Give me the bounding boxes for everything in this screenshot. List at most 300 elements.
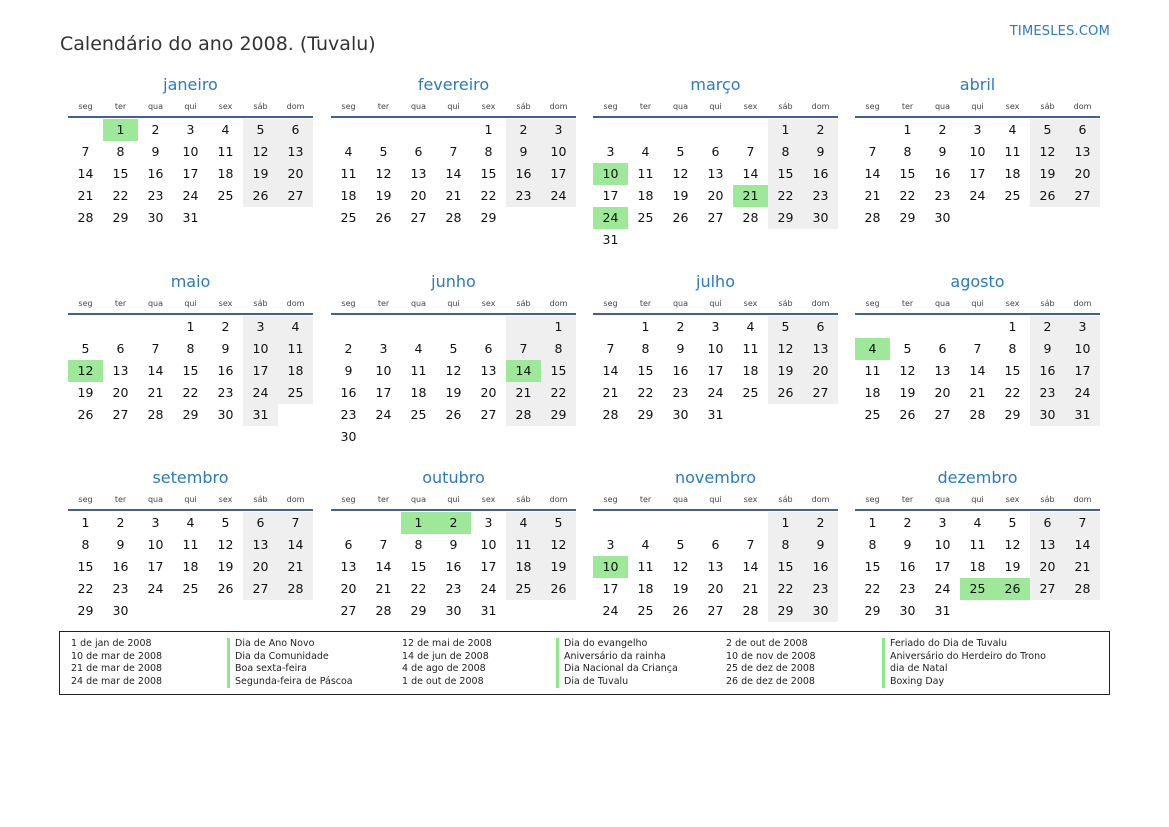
empty-cell — [698, 512, 733, 534]
day-cell: 23 — [672, 385, 689, 400]
empty-cell — [278, 207, 313, 229]
weekday-label: ter — [114, 495, 127, 504]
day-cell: 10 — [147, 537, 164, 552]
legend-holiday-name: Dia do evangelho — [556, 638, 678, 651]
day-cell: 27 — [243, 578, 278, 600]
day-cell: 11 — [1004, 144, 1021, 159]
day-cell: 2 — [1030, 316, 1065, 338]
day-cell: 19 — [375, 188, 392, 203]
day-cell: 29 — [480, 210, 497, 225]
day-cell: 12 — [768, 338, 803, 360]
legend-name-column — [882, 638, 1046, 688]
day-cell: 13 — [707, 559, 724, 574]
weekday-label: sex — [218, 299, 233, 308]
weekday-label: sex — [1005, 102, 1020, 111]
weekday-label: qua — [672, 495, 689, 504]
day-cell: 12 — [375, 166, 392, 181]
day-cell: 8 — [768, 141, 803, 163]
day-cell: 8 — [868, 537, 877, 552]
day-cell: 11 — [340, 166, 357, 181]
empty-cell — [960, 600, 995, 622]
day-cell: 7 — [81, 144, 90, 159]
day-cell: 9 — [903, 537, 912, 552]
day-cell: 25 — [742, 385, 759, 400]
weekday-header — [68, 97, 313, 116]
day-cell: 13 — [934, 363, 951, 378]
day-cell: 12 — [899, 363, 916, 378]
day-cell: 30 — [147, 210, 164, 225]
day-cell: 27 — [112, 407, 129, 422]
empty-cell — [1065, 600, 1100, 622]
day-cell: 19 — [217, 559, 234, 574]
day-cell: 14 — [278, 534, 313, 556]
day-cell: 10 — [541, 141, 576, 163]
day-cell: 31 — [934, 603, 951, 618]
month-março — [593, 74, 838, 251]
day-cell: 6 — [711, 537, 720, 552]
day-cell: 30 — [934, 210, 951, 225]
weekday-label: dom — [286, 299, 305, 308]
day-cell: 10 — [375, 363, 392, 378]
day-cell: 1 — [186, 319, 195, 334]
day-cell: 2 — [903, 515, 912, 530]
empty-cell — [1030, 207, 1065, 229]
day-cell: 6 — [484, 341, 493, 356]
day-cell: 4 — [746, 319, 755, 334]
day-cell: 15 — [768, 556, 803, 578]
day-cell: 24 — [934, 581, 951, 596]
day-cell: 3 — [938, 515, 947, 530]
weekday-label: qua — [147, 102, 164, 111]
weekday-label: qua — [410, 102, 427, 111]
day-cell: 17 — [707, 363, 724, 378]
legend-date: 10 de mar de 2008 — [71, 650, 163, 662]
day-cell: 3 — [973, 122, 982, 137]
month-agosto — [855, 271, 1100, 426]
day-cell: 2 — [344, 341, 353, 356]
weekday-label: qui — [184, 102, 197, 111]
day-cell: 30 — [899, 603, 916, 618]
day-cell: 18 — [217, 166, 234, 181]
day-cell: 5 — [903, 341, 912, 356]
empty-cell — [68, 316, 103, 338]
empty-cell — [138, 600, 173, 622]
day-cell: 8 — [641, 341, 650, 356]
day-cell: 13 — [410, 166, 427, 181]
empty-cell — [733, 404, 768, 426]
weekday-label: qua — [410, 495, 427, 504]
day-cell: 21 — [506, 382, 541, 404]
day-cell: 19 — [445, 385, 462, 400]
legend-holiday-name: Dia de Tuvalu — [556, 676, 678, 689]
day-cell: 17 — [243, 360, 278, 382]
legend-holiday-name: Dia da Comunidade — [227, 651, 353, 664]
month-name: novembro — [675, 468, 756, 487]
empty-cell — [506, 600, 541, 622]
day-cell: 3 — [606, 537, 615, 552]
day-cell: 19 — [541, 556, 576, 578]
empty-cell — [663, 119, 698, 141]
weekday-label: qui — [971, 102, 984, 111]
day-cell: 5 — [676, 537, 685, 552]
day-cell: 5 — [243, 119, 278, 141]
legend-date: 25 de dez de 2008 — [726, 663, 815, 674]
day-cell: 23 — [934, 188, 951, 203]
day-cell: 21 — [602, 385, 619, 400]
day-cell: 4 — [186, 515, 195, 530]
holiday-day: 1 — [103, 119, 138, 141]
day-cell: 22 — [768, 185, 803, 207]
day-cell: 9 — [1030, 338, 1065, 360]
day-cell: 21 — [77, 188, 94, 203]
day-cell: 16 — [1030, 360, 1065, 382]
day-cell: 11 — [637, 559, 654, 574]
day-cell: 21 — [1065, 556, 1100, 578]
day-cell: 14 — [1065, 534, 1100, 556]
day-cell: 13 — [1030, 534, 1065, 556]
day-cell: 1 — [541, 316, 576, 338]
day-cell: 9 — [803, 534, 838, 556]
day-cell: 23 — [112, 581, 129, 596]
day-cell: 25 — [340, 210, 357, 225]
day-cell: 2 — [803, 119, 838, 141]
day-cell: 26 — [243, 185, 278, 207]
day-cell: 13 — [1065, 141, 1100, 163]
weekday-label: sex — [1005, 299, 1020, 308]
day-cell: 18 — [742, 363, 759, 378]
weekday-label: ter — [639, 299, 652, 308]
day-cell: 7 — [449, 144, 458, 159]
day-cell: 6 — [1030, 512, 1065, 534]
day-cell: 2 — [221, 319, 230, 334]
day-cell: 4 — [414, 341, 423, 356]
day-cell: 3 — [484, 515, 493, 530]
weekday-header — [855, 294, 1100, 313]
day-cell: 15 — [182, 363, 199, 378]
weekday-label: qui — [447, 299, 460, 308]
empty-cell — [733, 512, 768, 534]
day-cell: 16 — [803, 163, 838, 185]
day-cell: 24 — [707, 385, 724, 400]
day-cell: 24 — [1065, 382, 1100, 404]
day-cell: 31 — [707, 407, 724, 422]
day-cell: 14 — [864, 166, 881, 181]
day-cell: 13 — [112, 363, 129, 378]
empty-cell — [68, 119, 103, 141]
day-cell: 12 — [672, 166, 689, 181]
empty-cell — [698, 229, 733, 251]
empty-cell — [401, 426, 436, 448]
day-cell: 1 — [768, 119, 803, 141]
legend-date: 10 de nov de 2008 — [726, 650, 816, 662]
month-julho — [593, 271, 838, 426]
holiday-day: 24 — [593, 207, 628, 229]
weekday-header — [331, 490, 576, 509]
weekday-label: dom — [549, 299, 568, 308]
legend-name-column — [227, 638, 353, 688]
day-cell: 29 — [899, 210, 916, 225]
empty-cell — [103, 316, 138, 338]
month-name: abril — [959, 75, 996, 94]
day-cell: 9 — [151, 144, 160, 159]
empty-cell — [208, 207, 243, 229]
day-cell: 2 — [116, 515, 125, 530]
day-cell: 19 — [243, 163, 278, 185]
day-cell: 28 — [77, 210, 94, 225]
weekday-label: seg — [78, 495, 93, 504]
month-name: fevereiro — [417, 75, 490, 94]
day-cell: 4 — [506, 512, 541, 534]
month-name: maio — [170, 272, 211, 291]
legend-holiday-name: Boxing Day — [882, 676, 1046, 689]
empty-cell — [1065, 207, 1100, 229]
empty-cell — [366, 119, 401, 141]
day-cell: 5 — [81, 341, 90, 356]
day-cell: 30 — [112, 603, 129, 618]
weekday-label: qua — [672, 102, 689, 111]
day-cell: 27 — [1030, 578, 1065, 600]
day-cell: 13 — [278, 141, 313, 163]
weekday-label: sáb — [778, 102, 793, 111]
day-cell: 22 — [410, 581, 427, 596]
day-cell: 17 — [602, 581, 619, 596]
header-rule — [68, 116, 313, 118]
day-cell: 19 — [672, 188, 689, 203]
weekday-label: qui — [447, 495, 460, 504]
month-dezembro — [855, 467, 1100, 622]
weekday-label: dom — [549, 102, 568, 111]
legend-holiday-name: Boa sexta-feira — [227, 663, 353, 676]
legend-holiday-name: Feriado do Dia de Tuvalu — [882, 638, 1046, 651]
day-cell: 22 — [77, 581, 94, 596]
day-cell: 28 — [147, 407, 164, 422]
legend-date-column — [726, 638, 816, 688]
month-name: setembro — [152, 468, 229, 487]
day-cell: 7 — [278, 512, 313, 534]
weekday-label: seg — [603, 102, 618, 111]
day-cell: 24 — [243, 382, 278, 404]
day-grid — [331, 316, 576, 448]
day-cell: 4 — [221, 122, 230, 137]
day-cell: 12 — [672, 559, 689, 574]
header-rule — [68, 313, 313, 315]
weekday-label: sáb — [253, 299, 268, 308]
weekday-label: ter — [377, 495, 390, 504]
weekday-label: sex — [743, 495, 758, 504]
header-rule — [331, 313, 576, 315]
header-rule — [855, 509, 1100, 511]
day-cell: 7 — [868, 144, 877, 159]
day-cell: 28 — [445, 210, 462, 225]
day-cell: 29 — [637, 407, 654, 422]
weekday-label: qui — [971, 495, 984, 504]
day-cell: 9 — [506, 141, 541, 163]
day-cell: 4 — [278, 316, 313, 338]
site-link[interactable]: TIMESLES.COM — [1009, 24, 1110, 39]
weekday-label: sáb — [1040, 102, 1055, 111]
day-cell: 22 — [768, 578, 803, 600]
day-cell: 22 — [480, 188, 497, 203]
day-cell: 25 — [637, 210, 654, 225]
weekday-label: sáb — [253, 102, 268, 111]
empty-cell — [436, 426, 471, 448]
empty-cell — [436, 119, 471, 141]
weekday-label: seg — [78, 102, 93, 111]
day-cell: 9 — [676, 341, 685, 356]
day-grid — [331, 512, 576, 622]
day-cell: 14 — [77, 166, 94, 181]
day-cell: 27 — [1065, 185, 1100, 207]
empty-cell — [506, 316, 541, 338]
weekday-label: dom — [286, 102, 305, 111]
empty-cell — [541, 207, 576, 229]
day-grid — [855, 119, 1100, 229]
legend-date: 21 de mar de 2008 — [71, 663, 163, 674]
day-cell: 19 — [1004, 559, 1021, 574]
day-cell: 10 — [934, 537, 951, 552]
day-cell: 5 — [768, 316, 803, 338]
day-cell: 7 — [379, 537, 388, 552]
day-cell: 1 — [903, 122, 912, 137]
day-cell: 29 — [541, 404, 576, 426]
day-cell: 7 — [746, 144, 755, 159]
day-cell: 29 — [77, 603, 94, 618]
empty-cell — [663, 512, 698, 534]
empty-cell — [541, 600, 576, 622]
day-cell: 10 — [1065, 338, 1100, 360]
weekday-label: qua — [934, 299, 951, 308]
day-cell: 16 — [803, 556, 838, 578]
empty-cell — [541, 426, 576, 448]
day-cell: 12 — [1030, 141, 1065, 163]
weekday-header — [68, 294, 313, 313]
day-cell: 29 — [182, 407, 199, 422]
empty-cell — [471, 426, 506, 448]
legend-holiday-name: Dia Nacional da Criança — [556, 663, 678, 676]
day-cell: 30 — [217, 407, 234, 422]
weekday-label: qua — [672, 299, 689, 308]
day-cell: 23 — [899, 581, 916, 596]
weekday-header — [593, 294, 838, 313]
day-cell: 7 — [151, 341, 160, 356]
legend-holiday-name: Dia de Ano Novo — [227, 638, 353, 651]
day-cell: 23 — [1030, 382, 1065, 404]
legend-date-column — [71, 638, 162, 688]
day-cell: 24 — [969, 188, 986, 203]
legend-date: 12 de mai de 2008 — [402, 638, 492, 649]
day-cell: 4 — [973, 515, 982, 530]
empty-cell — [471, 316, 506, 338]
day-cell: 20 — [1030, 556, 1065, 578]
holiday-day: 12 — [68, 360, 103, 382]
day-cell: 11 — [969, 537, 986, 552]
month-name: dezembro — [937, 468, 1018, 487]
weekday-label: qui — [709, 495, 722, 504]
day-cell: 22 — [112, 188, 129, 203]
header-rule — [331, 509, 576, 511]
day-cell: 5 — [676, 144, 685, 159]
empty-cell — [331, 316, 366, 338]
empty-cell — [278, 404, 313, 426]
header-rule — [855, 313, 1100, 315]
day-cell: 11 — [278, 338, 313, 360]
day-cell: 25 — [864, 407, 881, 422]
day-cell: 1 — [1008, 319, 1017, 334]
weekday-label: sex — [481, 102, 496, 111]
weekday-label: qui — [184, 299, 197, 308]
day-cell: 8 — [768, 534, 803, 556]
month-junho — [331, 271, 576, 448]
weekday-label: seg — [341, 102, 356, 111]
day-cell: 13 — [707, 166, 724, 181]
day-cell: 19 — [672, 581, 689, 596]
holiday-day: 4 — [855, 338, 890, 360]
day-cell: 18 — [278, 360, 313, 382]
day-cell: 28 — [602, 407, 619, 422]
empty-cell — [593, 316, 628, 338]
month-janeiro — [68, 74, 313, 229]
empty-cell — [436, 316, 471, 338]
day-cell: 19 — [77, 385, 94, 400]
empty-cell — [593, 512, 628, 534]
day-cell: 23 — [803, 578, 838, 600]
weekday-label: sex — [1005, 495, 1020, 504]
weekday-label: dom — [286, 495, 305, 504]
day-cell: 18 — [864, 385, 881, 400]
holiday-day: 14 — [506, 360, 541, 382]
day-cell: 3 — [711, 319, 720, 334]
weekday-label: ter — [639, 495, 652, 504]
empty-cell — [995, 207, 1030, 229]
day-cell: 21 — [375, 581, 392, 596]
month-name: junho — [431, 272, 476, 291]
empty-cell — [593, 119, 628, 141]
day-cell: 6 — [938, 341, 947, 356]
day-cell: 28 — [506, 404, 541, 426]
day-cell: 6 — [243, 512, 278, 534]
empty-cell — [331, 512, 366, 534]
legend-date: 1 de out de 2008 — [402, 675, 484, 687]
weekday-label: ter — [901, 299, 914, 308]
day-cell: 26 — [445, 407, 462, 422]
empty-cell — [960, 207, 995, 229]
empty-cell — [925, 316, 960, 338]
weekday-label: sex — [743, 299, 758, 308]
weekday-label: sex — [218, 102, 233, 111]
legend-holiday-name: Segunda-feira de Páscoa — [227, 676, 353, 689]
weekday-label: seg — [865, 495, 880, 504]
day-cell: 29 — [768, 207, 803, 229]
day-cell: 26 — [672, 603, 689, 618]
empty-cell — [960, 316, 995, 338]
day-cell: 21 — [147, 385, 164, 400]
day-cell: 27 — [410, 210, 427, 225]
day-cell: 9 — [938, 144, 947, 159]
weekday-label: sex — [481, 495, 496, 504]
day-cell: 31 — [243, 404, 278, 426]
day-cell: 25 — [637, 603, 654, 618]
weekday-label: seg — [603, 299, 618, 308]
day-cell: 15 — [768, 163, 803, 185]
day-cell: 31 — [1065, 404, 1100, 426]
day-cell: 15 — [112, 166, 129, 181]
day-cell: 28 — [742, 210, 759, 225]
day-cell: 6 — [278, 119, 313, 141]
weekday-header — [593, 97, 838, 116]
day-cell: 19 — [768, 360, 803, 382]
empty-cell — [243, 207, 278, 229]
day-cell: 12 — [541, 534, 576, 556]
